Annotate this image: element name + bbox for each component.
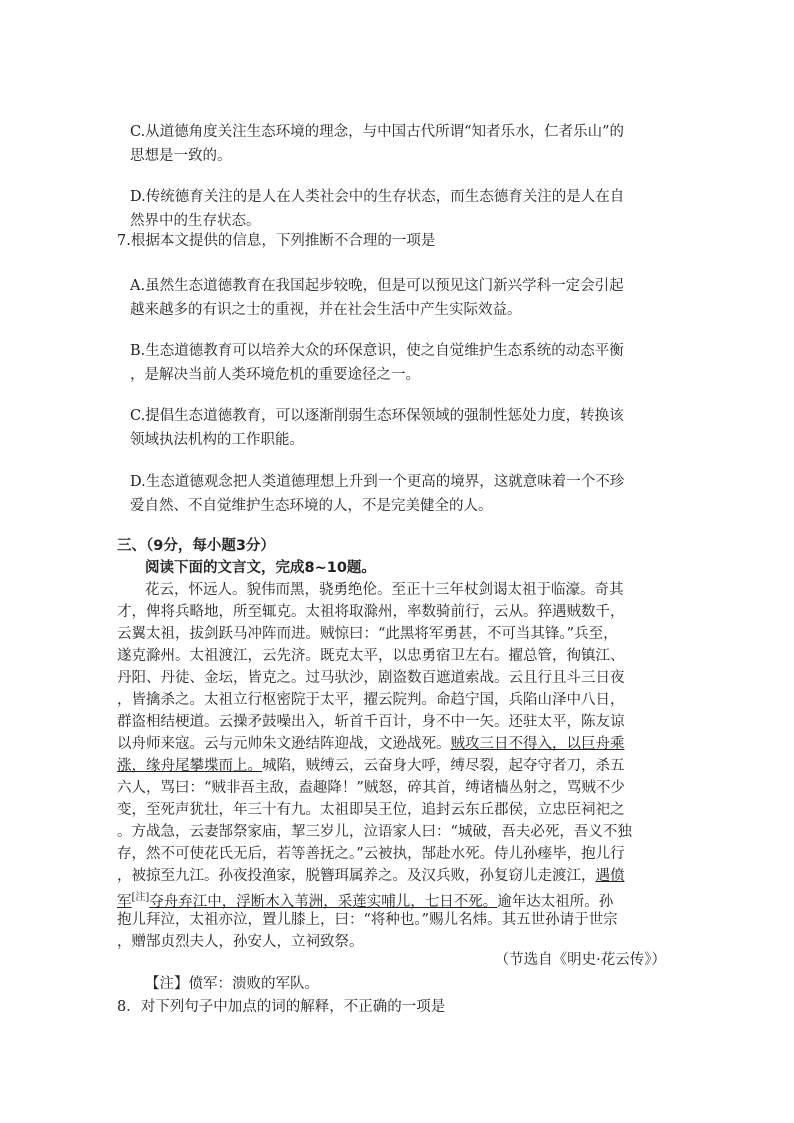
q7-option-d-line2: 爱自然、不自觉维护生态环境的人，不是完美健全的人。 xyxy=(130,498,493,514)
q8-stem: 8．对下列句子中加点的词的解释，不正确的一项是 xyxy=(117,999,446,1015)
passage-line-14 xyxy=(117,866,625,886)
underlined-sentence-1b: 涨，缘舟尾攀堞而上。 xyxy=(117,758,262,774)
q6-option-d-line1: D.传统德育关注的是人在人类社会中的生存状态，而生态德育关注的是人在自 xyxy=(130,189,625,205)
q7-option-c-line1: C.提倡生态道德教育，可以逐渐削弱生态环保领域的强制性惩处力度，转换该 xyxy=(130,408,624,424)
passage-line-3: 云翼太祖，拔剑跃马冲阵而进。贼惊曰：“此黑将军勇甚，不可当其锋。”兵至， xyxy=(117,626,618,642)
underlined-sentence-2b: 夺舟弃江中，浮断木入苇洲，采莲实哺儿，七日不死。 xyxy=(149,893,498,910)
q7-option-d-line1: D.生态道德观念把人类道德理想上升到一个更高的境界，这就意味着一个不珍 xyxy=(130,474,625,490)
passage-line-6: ，皆擒杀之。太祖立行枢密院于太平，擢云院判。命趋宁国，兵陷山泽中八日， xyxy=(117,692,625,708)
section3-instruction: 阅读下面的文言文，完成8~10题。 xyxy=(145,560,376,576)
passage-line-10: 六人，骂曰：“贼非吾主敌，盍趣降！”贼怒，碎其首，缚诸樯丛射之，骂贼不少 xyxy=(117,780,625,796)
underlined-sentence-1a: 贼攻三日不得入，以巨舟乘 xyxy=(450,736,625,752)
passage-line-9-rest: 城陷，贼缚云，云奋身大呼，缚尽裂，起夺守者刀，杀五 xyxy=(262,758,625,774)
note-marker: [注] xyxy=(131,892,150,903)
q7-option-a-line1: A.虽然生态道德教育在我国起步较晚，但是可以预见这门新兴学科一定会引起 xyxy=(130,278,624,294)
passage-line-8 xyxy=(117,734,625,754)
q6-option-d-line2: 然界中的生存状态。 xyxy=(130,213,261,229)
passage-line-11: 变，至死声犹壮，年三十有九。太祖即吴王位，追封云东丘郡侯，立忠臣祠祀之 xyxy=(117,802,625,818)
passage-line-1: 花云，怀远人。貌伟而黑，骁勇绝伦。至正十三年杖剑谒太祖于临濠。奇其 xyxy=(145,582,624,598)
section3-heading: 三、（9分，每小题3分） xyxy=(117,538,275,554)
q6-option-c-line2: 思想是一致的。 xyxy=(130,148,232,164)
passage-line-14-text: ，被掠至九江。孙夜投渔家，脱簪珥属养之。及汉兵败，孙复窃儿走渡江， xyxy=(117,868,596,884)
passage-line-13: 存，然不可使花氏无后，若等善抚之。”云被执，郜赴水死。侍儿孙瘗毕，抱儿行 xyxy=(117,846,625,862)
q7-option-c-line2: 领域执法机构的工作职能。 xyxy=(130,432,304,448)
q7-option-a-line2: 越来越多的有识之士的重视，并在社会生活中产生实际效益。 xyxy=(130,302,522,318)
passage-line-7: 群盗相结梗道。云操矛鼓噪出入，斩首千百计，身不中一矢。还驻太平，陈友谅 xyxy=(117,714,625,730)
passage-line-5: 丹阳、丹徒、金坛，皆克之。过马驮沙，剧盗数百遮道索战。云且行且斗三日夜 xyxy=(117,670,625,686)
passage-line-17: ，赠郜贞烈夫人，孙安人，立祠致祭。 xyxy=(117,934,364,950)
q6-option-c-line1: C.从道德角度关注生态环境的理念，与中国古代所谓“知者乐水，仁者乐山”的 xyxy=(130,124,625,140)
passage-line-8-text: 以舟师来寇。云与元帅朱文逊结阵迎战，文逊战死。 xyxy=(117,736,451,752)
passage-line-9 xyxy=(117,756,625,776)
passage-line-12: 。方战急，云妻郜祭家庙，挈三岁儿，泣语家人曰：“城破，吾夫必死，吾义不独 xyxy=(117,824,632,840)
q7-option-b-line2: ，是解决当前人类环境危机的重要途径之一。 xyxy=(130,367,420,383)
q7-stem: 7.根据本文提供的信息，下列推断不合理的一项是 xyxy=(117,233,436,249)
passage-line-2: 才，俾将兵略地，所至辄克。太祖将取滁州，率数骑前行，云从。猝遇贼数千， xyxy=(117,604,625,620)
passage-line-16: 抱儿拜泣，太祖亦泣，置儿膝上，曰：“将种也。”赐儿名炜。其五世孙请于世宗 xyxy=(117,912,618,928)
passage-line-15 xyxy=(117,888,613,912)
underlined-sentence-2b-char: 军 xyxy=(117,893,132,910)
q7-option-b-line1: B.生态道德教育可以培养大众的环保意识，使之自觉维护生态系统的动态平衡 xyxy=(130,343,624,359)
passage-source: （节选自《明史·花云传》） xyxy=(494,952,666,968)
passage-line-15-rest: 逾年达太祖所。孙 xyxy=(497,893,614,910)
annotation-note: 【注】偾军：溃败的军队。 xyxy=(145,976,319,992)
passage-line-4: 遂克滁州。太祖渡江，云先济。既克太平，以忠勇宿卫左右。擢总管，徇镇江、 xyxy=(117,648,625,664)
underlined-sentence-2a: 遇偾 xyxy=(595,868,625,884)
